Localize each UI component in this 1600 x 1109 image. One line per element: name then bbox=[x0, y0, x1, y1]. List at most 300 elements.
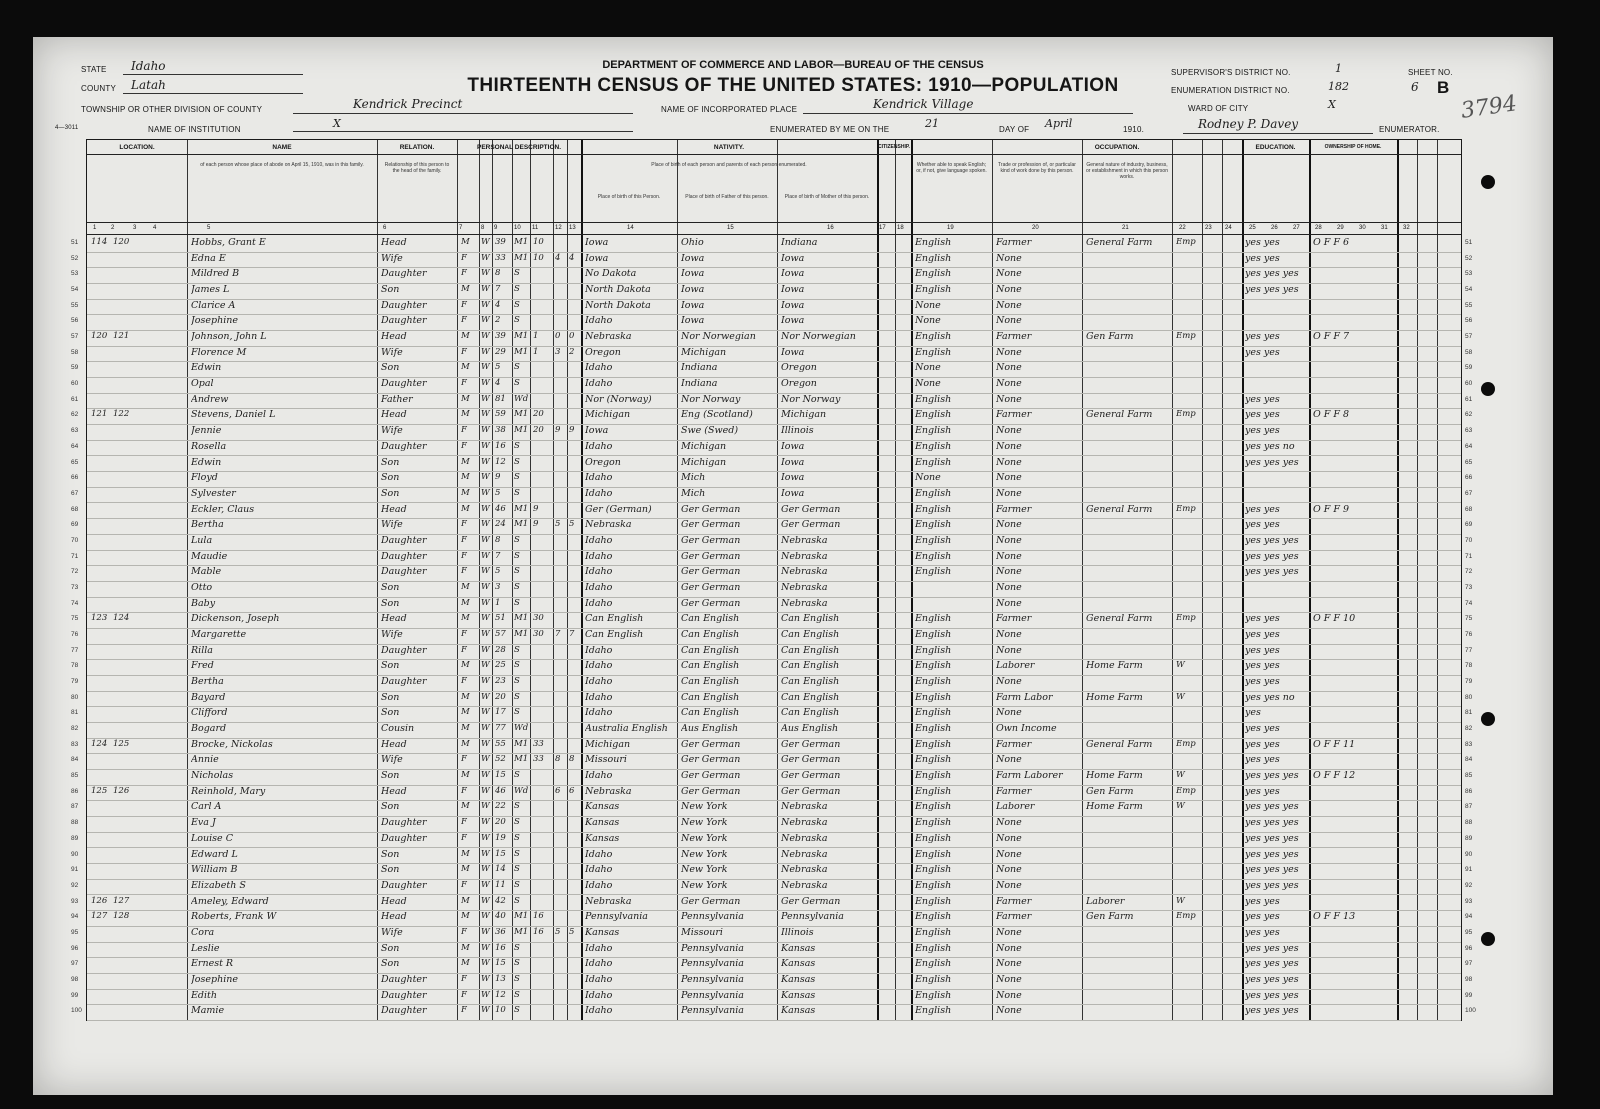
person-name: Leslie bbox=[191, 942, 220, 954]
township-label: TOWNSHIP OR OTHER DIVISION OF COUNTY bbox=[81, 105, 263, 114]
relation: Daughter bbox=[381, 832, 427, 844]
table-row bbox=[71, 848, 1473, 865]
person-name: Brocke, Nickolas bbox=[191, 738, 273, 750]
birthplace-person: Idaho bbox=[585, 550, 613, 562]
line-number: 83 bbox=[1465, 740, 1473, 748]
language: English bbox=[915, 237, 952, 248]
age: 11 bbox=[495, 879, 506, 890]
desc-nativity: Place of birth of each person and parents of each person enumerated. bbox=[651, 162, 807, 168]
birthplace-mother: Aus English bbox=[781, 723, 839, 735]
age: 46 bbox=[495, 503, 506, 514]
birthplace-mother: Ger German bbox=[781, 754, 841, 766]
person-name: Opal bbox=[191, 378, 214, 390]
birthplace-father: Aus English bbox=[681, 723, 739, 735]
dwelling-number: 126 bbox=[91, 895, 108, 906]
birthplace-person: Idaho bbox=[585, 487, 613, 499]
race: W bbox=[481, 754, 490, 765]
race: W bbox=[481, 378, 490, 389]
language: English bbox=[915, 942, 952, 954]
years-married: 20 bbox=[533, 409, 544, 420]
column-number: 19 bbox=[947, 225, 954, 231]
enumerator-label: ENUMERATOR. bbox=[1379, 125, 1440, 134]
year: 1910. bbox=[1123, 125, 1145, 134]
place-value: Kendrick Village bbox=[873, 97, 974, 111]
education: yes yes yes bbox=[1245, 1005, 1299, 1017]
race: W bbox=[481, 299, 490, 310]
birthplace-father: Pennsylvania bbox=[681, 958, 744, 970]
relation: Cousin bbox=[381, 723, 415, 735]
years-married: 30 bbox=[533, 629, 544, 639]
column-number: 13 bbox=[569, 225, 576, 231]
line-number: 88 bbox=[71, 819, 79, 827]
education: yes yes bbox=[1245, 644, 1280, 656]
line-number: 96 bbox=[1465, 944, 1473, 952]
language: English bbox=[915, 738, 952, 750]
birthplace-mother: Iowa bbox=[781, 252, 805, 264]
occupation: Farmer bbox=[996, 613, 1032, 625]
race: W bbox=[481, 770, 490, 781]
marital-status: M1 bbox=[514, 237, 529, 247]
header-relation: RELATION. bbox=[399, 144, 435, 151]
birthplace-father: Ger German bbox=[681, 519, 741, 531]
table-row bbox=[71, 534, 1473, 551]
column-number: 27 bbox=[1293, 225, 1300, 231]
line-number: 85 bbox=[1465, 772, 1473, 780]
birthplace-mother: Nebraska bbox=[781, 566, 828, 578]
sex: M bbox=[461, 331, 470, 342]
birthplace-person: Idaho bbox=[585, 942, 613, 954]
marital-status: S bbox=[514, 942, 520, 953]
dwelling-number: 123 bbox=[91, 613, 108, 624]
occupation: Laborer bbox=[996, 660, 1035, 672]
years-married: 9 bbox=[533, 519, 539, 530]
race: W bbox=[481, 958, 490, 969]
employer-status: W bbox=[1176, 895, 1185, 906]
line-number: 52 bbox=[71, 254, 79, 262]
birthplace-father: New York bbox=[681, 879, 728, 891]
line-number: 54 bbox=[1465, 286, 1473, 294]
dwelling-number: 121 bbox=[91, 409, 108, 420]
line-number: 76 bbox=[1465, 631, 1473, 638]
age: 5 bbox=[495, 566, 501, 577]
sex: F bbox=[461, 926, 467, 937]
desc-trade: Trade or profession of, or particular kind of work done by this person. bbox=[998, 162, 1076, 174]
desc-birth-father: Place of birth of Father of this person. bbox=[685, 194, 769, 200]
education: yes yes yes bbox=[1245, 550, 1299, 562]
education: yes yes no bbox=[1245, 440, 1295, 452]
column-number: 7 bbox=[459, 225, 463, 231]
table-row bbox=[71, 393, 1473, 410]
education: yes yes yes bbox=[1245, 989, 1299, 1001]
occupation: Farmer bbox=[996, 738, 1032, 750]
years-married: 1 bbox=[533, 331, 539, 342]
education: yes bbox=[1245, 707, 1261, 719]
race: W bbox=[481, 989, 490, 1000]
column-number: 15 bbox=[727, 225, 734, 231]
enumerated-month: April bbox=[1045, 117, 1073, 130]
person-name: William B bbox=[191, 864, 238, 876]
birthplace-mother: Iowa bbox=[781, 315, 805, 327]
person-name: Eckler, Claus bbox=[191, 503, 255, 515]
home-ownership: O F F 9 bbox=[1313, 503, 1350, 515]
person-name: Josephine bbox=[191, 315, 239, 327]
ward-label: WARD OF CITY bbox=[1188, 104, 1249, 113]
relation: Daughter bbox=[381, 534, 427, 546]
years-married: 9 bbox=[533, 503, 539, 514]
line-number: 80 bbox=[71, 693, 79, 701]
sex: M bbox=[461, 393, 470, 404]
occupation: None bbox=[996, 456, 1022, 468]
industry: General Farm bbox=[1086, 237, 1153, 248]
age: 13 bbox=[495, 973, 506, 984]
line-number: 94 bbox=[71, 913, 79, 921]
industry: General Farm bbox=[1086, 613, 1153, 625]
race: W bbox=[481, 440, 490, 451]
line-number: 96 bbox=[71, 944, 79, 952]
birthplace-father: Ger German bbox=[681, 785, 741, 797]
person-name: Sylvester bbox=[191, 487, 236, 499]
occupation: Farm Labor bbox=[996, 691, 1053, 703]
person-name: Edith bbox=[191, 989, 217, 1001]
marital-status: S bbox=[514, 676, 520, 687]
occupation: Own Income bbox=[996, 723, 1057, 735]
place-label: NAME OF INCORPORATED PLACE bbox=[661, 105, 798, 114]
line-number: 95 bbox=[1465, 928, 1473, 936]
language: English bbox=[915, 864, 952, 876]
person-name: Mildred B bbox=[191, 268, 240, 280]
table-row bbox=[71, 487, 1473, 504]
desc-language: Whether able to speak English; or, if not, give language spoken. bbox=[916, 162, 987, 174]
age: 10 bbox=[495, 1005, 506, 1016]
birthplace-person: Idaho bbox=[585, 879, 613, 891]
children-born: 9 bbox=[555, 425, 561, 436]
children-living: 5 bbox=[569, 519, 575, 530]
language: English bbox=[915, 629, 952, 640]
birthplace-father: Pennsylvania bbox=[681, 973, 744, 985]
education: yes yes bbox=[1245, 519, 1280, 531]
relation: Daughter bbox=[381, 315, 427, 327]
employer-status: W bbox=[1176, 770, 1185, 781]
birthplace-mother: Ger German bbox=[781, 895, 841, 907]
line-number: 82 bbox=[1465, 725, 1473, 733]
education: yes yes yes bbox=[1245, 958, 1299, 970]
table-row bbox=[71, 816, 1473, 833]
age: 38 bbox=[495, 425, 506, 436]
language: English bbox=[915, 519, 952, 531]
relation: Daughter bbox=[381, 676, 427, 688]
birthplace-mother: Kansas bbox=[781, 1005, 816, 1017]
line-number: 60 bbox=[71, 380, 79, 388]
line-number: 98 bbox=[71, 975, 79, 983]
person-name: Elizabeth S bbox=[191, 879, 246, 891]
birthplace-person: Idaho bbox=[585, 440, 613, 452]
sex: M bbox=[461, 848, 470, 859]
race: W bbox=[481, 848, 490, 859]
birthplace-person: Kansas bbox=[585, 832, 620, 844]
birthplace-father: Can English bbox=[681, 707, 740, 719]
children-living: 9 bbox=[569, 425, 575, 436]
birthplace-mother: Ger German bbox=[781, 519, 841, 531]
industry: Gen Farm bbox=[1086, 911, 1134, 923]
education: yes yes yes bbox=[1245, 832, 1299, 844]
birthplace-father: New York bbox=[681, 848, 728, 860]
sex: F bbox=[461, 644, 467, 655]
birthplace-person: Idaho bbox=[585, 973, 613, 985]
marital-status: S bbox=[514, 660, 520, 671]
occupation: Farm Laborer bbox=[996, 770, 1063, 782]
employer-status: Emp bbox=[1176, 785, 1196, 796]
birthplace-mother: Nor Norwegian bbox=[781, 331, 856, 343]
column-number: 20 bbox=[1032, 225, 1039, 231]
line-number: 56 bbox=[71, 317, 79, 325]
age: 15 bbox=[495, 848, 506, 859]
sex: M bbox=[461, 707, 470, 718]
table-row bbox=[71, 659, 1473, 676]
header-occupation: OCCUPATION. bbox=[1094, 144, 1140, 151]
line-number: 69 bbox=[71, 521, 79, 529]
person-name: Baby bbox=[191, 597, 216, 609]
marital-status: S bbox=[514, 440, 520, 451]
language: English bbox=[915, 848, 952, 860]
marital-status: M1 bbox=[514, 331, 529, 342]
marital-status: S bbox=[514, 315, 520, 326]
education: yes yes bbox=[1245, 252, 1280, 264]
birthplace-person: Idaho bbox=[585, 644, 613, 656]
state-value: Idaho bbox=[131, 59, 166, 73]
birthplace-mother: Nebraska bbox=[781, 864, 828, 876]
birthplace-person: Michigan bbox=[585, 409, 631, 421]
line-number: 62 bbox=[1465, 411, 1473, 419]
sex: F bbox=[461, 817, 467, 828]
language: English bbox=[915, 895, 952, 907]
occupation: None bbox=[996, 299, 1022, 311]
birthplace-person: Iowa bbox=[585, 425, 609, 437]
birthplace-mother: Can English bbox=[781, 691, 840, 703]
relation: Father bbox=[381, 393, 413, 405]
birthplace-person: Can English bbox=[585, 629, 644, 640]
sex: M bbox=[461, 581, 470, 592]
table-row bbox=[71, 440, 1473, 457]
relation: Daughter bbox=[381, 566, 427, 578]
marital-status: S bbox=[514, 1005, 520, 1016]
race: W bbox=[481, 864, 490, 875]
marital-status: S bbox=[514, 362, 520, 373]
race: W bbox=[481, 911, 490, 922]
sheet-letter: B bbox=[1437, 78, 1450, 97]
occupation: Farmer bbox=[996, 409, 1032, 421]
education: yes yes yes bbox=[1245, 817, 1299, 829]
line-number: 68 bbox=[71, 505, 79, 513]
line-number: 67 bbox=[71, 489, 79, 497]
person-name: Roberts, Frank W bbox=[191, 911, 277, 923]
person-name: Dickenson, Joseph bbox=[191, 613, 280, 625]
birthplace-person: Idaho bbox=[585, 534, 613, 546]
line-number: 91 bbox=[1465, 866, 1473, 874]
occupation: None bbox=[996, 534, 1022, 546]
line-number: 87 bbox=[71, 803, 79, 811]
relation: Daughter bbox=[381, 1005, 427, 1017]
birthplace-person: Oregon bbox=[585, 346, 621, 358]
sex: M bbox=[461, 284, 470, 295]
language: English bbox=[915, 534, 952, 546]
table-row bbox=[71, 581, 1473, 598]
marital-status: S bbox=[514, 284, 520, 295]
line-number: 58 bbox=[1465, 348, 1473, 356]
column-number: 22 bbox=[1179, 225, 1186, 231]
language: English bbox=[915, 801, 952, 813]
children-born: 7 bbox=[555, 629, 561, 639]
birthplace-person: Idaho bbox=[585, 864, 613, 876]
relation: Son bbox=[381, 487, 400, 499]
language: None bbox=[915, 362, 941, 374]
employer-status: Emp bbox=[1176, 911, 1196, 922]
relation: Head bbox=[381, 738, 407, 750]
person-name: Floyd bbox=[191, 472, 218, 484]
birthplace-mother: Ger German bbox=[781, 738, 841, 750]
line-number: 97 bbox=[71, 960, 79, 968]
industry: Gen Farm bbox=[1086, 785, 1134, 797]
sex: M bbox=[461, 770, 470, 781]
race: W bbox=[481, 550, 490, 561]
person-name: Rosella bbox=[191, 440, 227, 452]
birthplace-person: Can English bbox=[585, 613, 644, 625]
occupation: Farmer bbox=[996, 895, 1032, 907]
marital-status: S bbox=[514, 958, 520, 969]
birthplace-person: Idaho bbox=[585, 958, 613, 970]
line-number: 53 bbox=[71, 270, 79, 278]
age: 19 bbox=[495, 832, 506, 843]
relation: Head bbox=[381, 895, 407, 907]
line-number: 51 bbox=[1465, 239, 1473, 246]
sex: F bbox=[461, 1005, 467, 1016]
birthplace-person: Idaho bbox=[585, 472, 613, 484]
birthplace-mother: Nebraska bbox=[781, 581, 828, 593]
occupation: None bbox=[996, 989, 1022, 1001]
relation: Son bbox=[381, 848, 400, 860]
age: 8 bbox=[495, 268, 501, 279]
birthplace-mother: Iowa bbox=[781, 299, 805, 311]
age: 22 bbox=[495, 801, 506, 812]
column-number: 6 bbox=[383, 225, 387, 231]
column-number: 32 bbox=[1403, 225, 1410, 231]
marital-status: M1 bbox=[514, 926, 529, 937]
birthplace-father: Can English bbox=[681, 629, 740, 640]
table-row bbox=[71, 942, 1473, 959]
desc-birth-person: Place of birth of this Person. bbox=[597, 194, 661, 200]
person-name: Jennie bbox=[191, 425, 222, 437]
person-name: Clarice A bbox=[191, 299, 236, 311]
person-name: Bayard bbox=[191, 691, 226, 703]
birthplace-mother: Nebraska bbox=[781, 832, 828, 844]
sex: M bbox=[461, 660, 470, 671]
age: 28 bbox=[495, 644, 506, 655]
education: yes yes yes bbox=[1245, 879, 1299, 891]
birthplace-mother: Iowa bbox=[781, 346, 805, 358]
relation: Son bbox=[381, 362, 400, 374]
marital-status: S bbox=[514, 268, 520, 279]
table-row bbox=[71, 800, 1473, 817]
occupation: Farmer bbox=[996, 911, 1032, 923]
occupation: Farmer bbox=[996, 785, 1032, 797]
race: W bbox=[481, 487, 490, 498]
line-number: 88 bbox=[1465, 819, 1473, 827]
race: W bbox=[481, 597, 490, 608]
occupation: None bbox=[996, 581, 1022, 593]
birthplace-person: Idaho bbox=[585, 597, 613, 609]
age: 12 bbox=[495, 989, 506, 1000]
birthplace-person: Nebraska bbox=[585, 519, 632, 531]
line-number: 100 bbox=[1465, 1007, 1476, 1015]
birthplace-father: Nor Norwegian bbox=[681, 331, 756, 343]
birthplace-mother: Michigan bbox=[781, 409, 827, 421]
table-row bbox=[71, 628, 1473, 645]
marital-status: M1 bbox=[514, 503, 529, 514]
education: yes yes bbox=[1245, 425, 1280, 437]
birthplace-father: Ger German bbox=[681, 738, 741, 750]
line-number: 95 bbox=[71, 928, 79, 936]
birthplace-father: New York bbox=[681, 817, 728, 829]
birthplace-father: Missouri bbox=[681, 926, 723, 938]
line-number: 66 bbox=[71, 474, 79, 482]
occupation: None bbox=[996, 832, 1022, 844]
language: None bbox=[915, 315, 941, 327]
desc-industry: General nature of industry, business, or establishment in which this person works. bbox=[1086, 162, 1168, 180]
line-number: 81 bbox=[71, 709, 79, 717]
sex: F bbox=[461, 550, 467, 561]
education: yes yes bbox=[1245, 346, 1280, 358]
employer-status: Emp bbox=[1176, 503, 1196, 514]
line-number: 99 bbox=[1465, 991, 1473, 999]
language: English bbox=[915, 660, 952, 672]
age: 81 bbox=[495, 393, 506, 404]
relation: Son bbox=[381, 864, 400, 876]
sex: F bbox=[461, 534, 467, 545]
birthplace-father: New York bbox=[681, 832, 728, 844]
birthplace-person: North Dakota bbox=[585, 284, 651, 296]
line-number: 94 bbox=[1465, 913, 1473, 921]
age: 51 bbox=[495, 613, 506, 624]
birthplace-father: Ger German bbox=[681, 754, 741, 766]
institution-underline bbox=[293, 131, 633, 132]
table-row bbox=[71, 738, 1473, 755]
marital-status: M1 bbox=[514, 738, 529, 749]
relation: Head bbox=[381, 409, 407, 421]
relation: Son bbox=[381, 801, 400, 813]
children-born: 4 bbox=[555, 252, 561, 263]
census-title: THIRTEENTH CENSUS OF THE UNITED STATES: 1910—POPULATION bbox=[467, 75, 1119, 96]
age: 39 bbox=[495, 331, 506, 342]
family-number: 126 bbox=[113, 785, 130, 796]
person-name: Annie bbox=[191, 754, 219, 766]
birthplace-mother: Can English bbox=[781, 613, 840, 625]
sex: F bbox=[461, 299, 467, 310]
stamp-number: 3794 bbox=[1459, 91, 1519, 124]
marital-status: S bbox=[514, 895, 520, 906]
enumerator-underline bbox=[1183, 133, 1373, 134]
years-married: 33 bbox=[533, 754, 544, 765]
birthplace-mother: Kansas bbox=[781, 958, 816, 970]
institution-value: X bbox=[333, 117, 341, 130]
person-name: Margarette bbox=[191, 629, 247, 640]
children-living: 2 bbox=[569, 346, 575, 357]
birthplace-mother: Nebraska bbox=[781, 801, 828, 813]
birthplace-father: New York bbox=[681, 864, 728, 876]
birthplace-person: Idaho bbox=[585, 362, 613, 374]
line-number: 71 bbox=[1465, 552, 1473, 560]
education: yes yes bbox=[1245, 503, 1280, 515]
person-name: Edwin bbox=[191, 456, 222, 468]
relation: Daughter bbox=[381, 299, 427, 311]
